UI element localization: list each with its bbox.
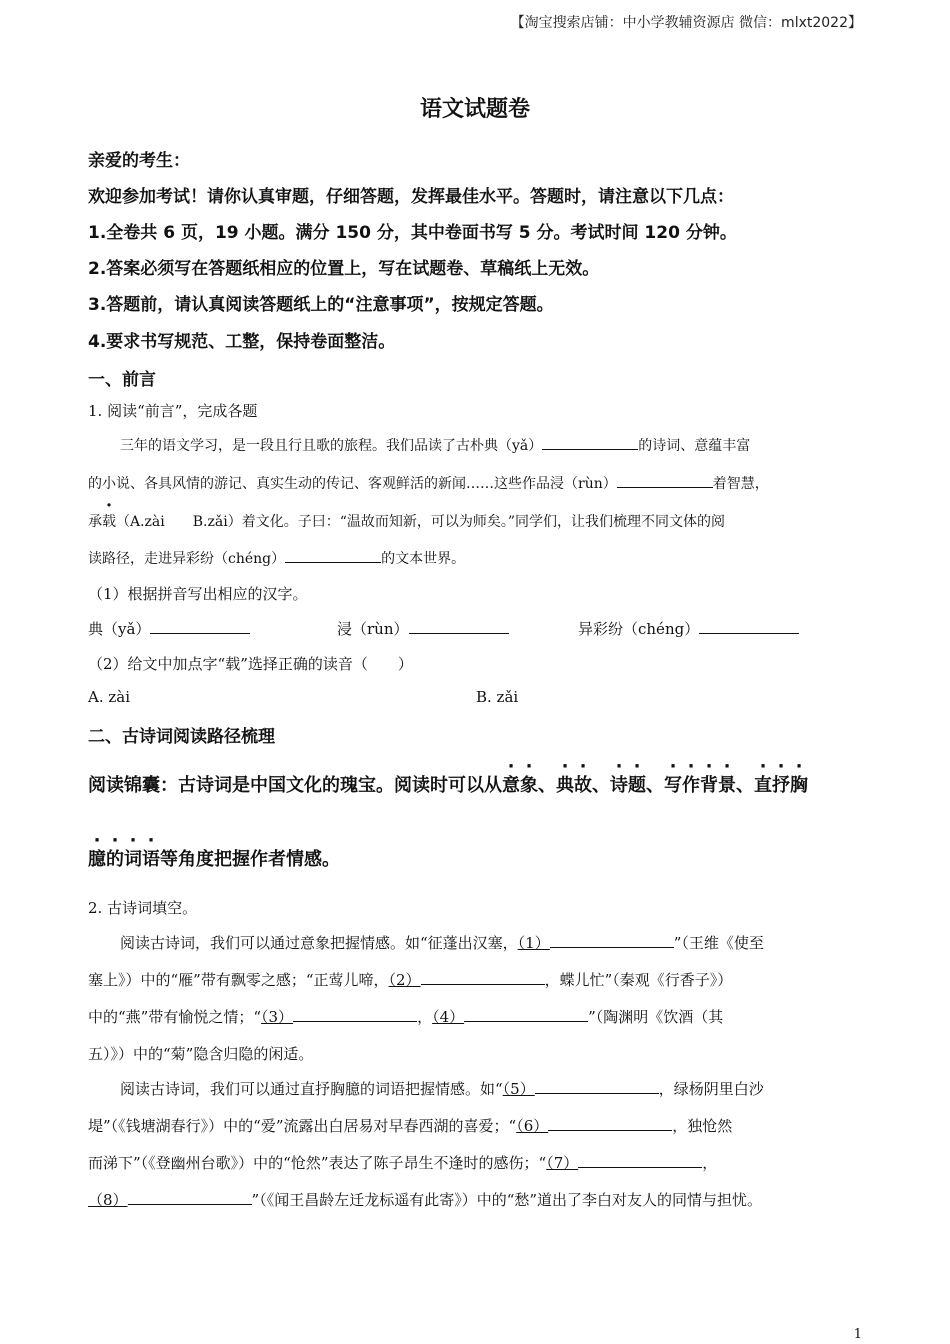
dotted-yideciyu [88, 849, 160, 870]
reading-tip-line-1: 阅读锦囊：古诗词是中国文化的瑰宝。阅读时可以从意象、典故、诗题、写作背景、直抒胸 [88, 775, 808, 796]
emphasis-char: 典 [556, 775, 574, 796]
blank-ya[interactable] [542, 435, 638, 450]
dotted-xiezuobeijing [664, 775, 736, 796]
section-1-heading: 一、前言 [88, 370, 156, 390]
poem-line-8: （8） ”（《闻王昌龄左迁龙标遥有此寄》）中的“愁”道出了李白对友人的同情与担忧。 [88, 1191, 763, 1209]
fill-run: 浸（rùn） [337, 618, 509, 639]
emphasis-char: 作 [682, 775, 700, 796]
fill-ya: 典（yǎ） [88, 618, 250, 639]
blank-4[interactable]: （4） [432, 1008, 465, 1026]
blank-7[interactable]: （7） [546, 1154, 579, 1172]
dotted-shiti [610, 775, 646, 796]
section-2-heading: 二、古诗词阅读路径梳理 [88, 727, 275, 747]
rule-3: 3.答题前，请认真阅读答题纸上的“注意事项”，按规定答题。 [88, 295, 554, 315]
emphasis-char: 抒 [772, 775, 790, 796]
poem-line-2: 塞上》）中的“雁”带有飘零之感；“正莺儿啼，（2） ，蝶儿忙”（秦观《行香子》） [88, 971, 733, 989]
answer-run[interactable] [409, 619, 509, 634]
question-2-title: 2. 古诗词填空。 [88, 899, 198, 917]
blank-8-line [128, 1190, 252, 1205]
poem-line-5: 阅读古诗词，我们可以通过直抒胸臆的词语把握情感。如“（5） ，绿杨阴里白沙 [120, 1080, 764, 1098]
poem-line-3: 中的“燕”带有愉悦之情；“（3） ，（4） ”（陶渊明《饮酒（其 [88, 1008, 724, 1026]
question-1-title: 1. 阅读“前言”，完成各题 [88, 402, 258, 420]
dotted-yixiang [502, 775, 538, 796]
dotted-char-zai: 载 [102, 514, 116, 530]
preface-line-1: 三年的语文学习，是一段且行且歌的旅程。我们品读了古朴典（yǎ） 的诗词、意蕴丰富 [120, 435, 750, 455]
blank-6[interactable]: （6） [516, 1117, 549, 1135]
emphasis-char: 语 [142, 849, 160, 870]
blank-5[interactable]: （5） [502, 1080, 535, 1098]
dotted-diangu [556, 775, 592, 796]
emphasis-char: 诗 [610, 775, 628, 796]
sub-question-2: （2）给文中加点字“载”选择正确的读音（ ） [88, 655, 413, 673]
blank-3-line [293, 1007, 417, 1022]
blank-4-line [464, 1007, 588, 1022]
blank-1-line [550, 933, 674, 948]
emphasis-char: 直 [754, 775, 772, 796]
blank-3[interactable]: （3） [261, 1008, 294, 1026]
blank-2-line [421, 970, 545, 985]
emphasis-char: 象 [520, 775, 538, 796]
rule-1: 1.全卷共 6 页，19 小题。满分 150 分，其中卷面书写 5 分。考试时间 120 分钟。 [88, 223, 737, 243]
poem-line-4: 五）》）中的“菊”隐含归隐的闲适。 [88, 1045, 314, 1063]
option-b[interactable]: B. zǎi [476, 688, 519, 706]
blank-2[interactable]: （2） [388, 971, 421, 989]
blank-5-line [535, 1079, 659, 1094]
reading-tip-line-2: 臆的词语等角度把握作者情感。 [88, 849, 340, 870]
poem-line-7: 而涕下”（《登幽州台歌》）中的“怆然”表达了陈子昂生不逢时的感伤；“（7） ， [88, 1154, 718, 1172]
blank-cheng[interactable] [285, 548, 381, 563]
fill-cheng: 异彩纷（chéng） [578, 618, 799, 639]
poem-line-1: 阅读古诗词，我们可以通过意象把握情感。如“征蓬出汉塞，（1） ”（王维《使至 [120, 934, 764, 952]
rule-2: 2.答案必须写在答题纸相应的位置上，写在试题卷、草稿纸上无效。 [88, 259, 600, 279]
blank-run[interactable] [617, 473, 713, 488]
option-a[interactable]: A. zài [88, 688, 131, 706]
emphasis-char: 意 [502, 775, 520, 796]
emphasis-char: 题 [628, 775, 646, 796]
blank-1[interactable]: （1） [517, 934, 550, 952]
emphasis-char: 写 [664, 775, 682, 796]
emphasis-char: 背 [700, 775, 718, 796]
header-note: 【淘宝搜索店铺：中小学教辅资源店 微信：mlxt2022】 [510, 15, 862, 31]
blank-8[interactable]: （8） [88, 1191, 128, 1209]
emphasis-char: 臆 [88, 849, 106, 870]
answer-cheng[interactable] [699, 619, 799, 634]
preface-line-3: 承载（A.zài B.zǎi）着文化。子曰：“温故而知新，可以为师矣。”同学们，让我们梳理不同文体的阅 [88, 514, 726, 530]
preface-line-4: 读路径，走进异彩纷（chéng） 的文本世界。 [88, 548, 465, 568]
emphasis-char: 故 [574, 775, 592, 796]
page-number: 1 [853, 1327, 862, 1342]
dotted-zhishuxiong [754, 775, 808, 796]
blank-6-line [548, 1116, 672, 1131]
emphasis-char: 的 [106, 849, 124, 870]
answer-ya[interactable] [150, 619, 250, 634]
poem-line-6: 堤”（《钱塘湖春行》）中的“爱”流露出白居易对早春西湖的喜爱；“（6） ，独怆然 [88, 1117, 733, 1135]
page-title: 语文试题卷 [419, 97, 530, 122]
emphasis-char: 词 [124, 849, 142, 870]
emphasis-char: 胸 [790, 775, 808, 796]
sub-question-1: （1）根据拼音写出相应的汉字。 [88, 585, 308, 603]
emphasis-char: 景 [718, 775, 736, 796]
welcome-text: 欢迎参加考试！请你认真审题，仔细答题，发挥最佳水平。答题时，请注意以下几点： [88, 187, 734, 207]
preface-line-2: 的小说、各具风情的游记、真实生动的传记、客观鲜活的新闻……这些作品浸（rùn） 着智慧， [88, 473, 769, 493]
rule-4: 4.要求书写规范、工整，保持卷面整洁。 [88, 332, 396, 352]
blank-7-line [578, 1153, 702, 1168]
greeting: 亲爱的考生： [88, 151, 190, 171]
